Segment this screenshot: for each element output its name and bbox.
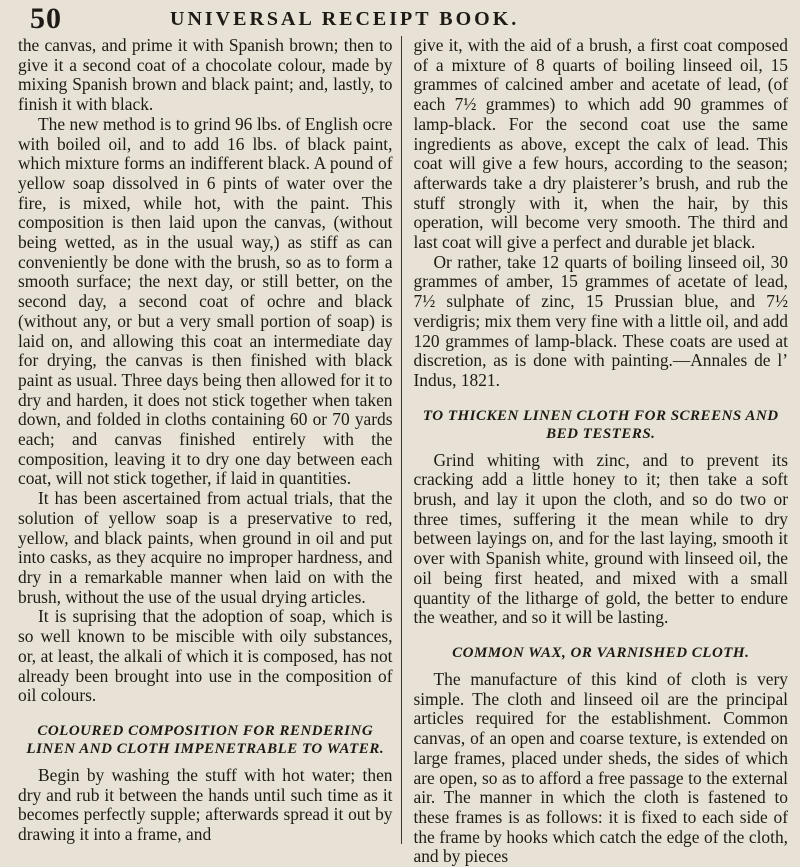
paragraph: It is suprising that the adoption of soap, which is so well known to be miscible with oily substances, or, at least, the alkali of which it is composed, has not already been brought into use in the composition of oil colours. xyxy=(18,606,393,706)
section-heading: COMMON WAX, OR VARNISHED CLOTH. xyxy=(452,644,750,661)
left-column xyxy=(18,36,402,844)
paragraph: Begin by washing the stuff with hot water; then dry and rub it between the hands until such time as it becomes perfectly supple; afterwards spread it out by drawing it into a frame, and xyxy=(18,764,393,845)
page-header xyxy=(18,2,788,36)
text-columns xyxy=(18,35,788,867)
paragraph: It has been ascertained from actual trials, that the solution of yellow soap is a preservative to red, yellow, and black paints, when ground in oil and put into casks, as they acquire no improper hardness, and dry in a remarkable manner when laid on with the brush, without the use of the usual drying articles. xyxy=(18,488,393,607)
running-head: UNIVERSAL RECEIPT BOOK. xyxy=(170,8,520,30)
section-heading: COLOURED COMPOSITION FOR RENDERING LINEN AND CLOTH IMPENETRABLE TO WATER. xyxy=(26,722,385,757)
paragraph: The new method is to grind 96 lbs. of English ocre with boiled oil, and to add 16 lbs. of black paint, which mixture forms an indifferent black. A pound of yellow soap dissolved in 6 pints of water over the fire, is mixed, while hot, with the paint. This composition is then laid upon the canvas, (without being wetted, as in the usual way,) as stiff as can conveniently be done with the brush, so as to form a smooth surface; the next day, or still better, on the second day, a second coat of ochre and black (without any, or but a very small portion of soap) is laid on, and allowing this coat an intermediate day for drying, the canvas is then finished with black paint as usual. Three days being then allowed for it to dry and harden, it does not stick together when taken down, and folded in cloths containing 60 or 70 yards each; and canvas finished entirely with the composition, leaving it to dry one day between each coat, will not stick together, if laid in quantities. xyxy=(18,113,393,489)
page-number: 50 xyxy=(30,2,62,35)
paragraph: give it, with the aid of a brush, a first coat composed of a mixture of 8 quarts of boiling linseed oil, 15 grammes of calcined amber and acetate of lead, (of each 7½ grammes) to which add 90 grammes of lamp-black. For the second coat use the same ingredients as above, except the calx of lead. This coat will give a few hours, according to the season; afterwards take a dry plaisterer’s brush, and rub the stuff strongly with it, when the hair, by this operation, will become very smooth. The third and last coat will give a perfect and durable jet black. xyxy=(413,35,788,253)
paragraph: the canvas, and prime it with Spanish brown; then to give it a second coat of a chocolate colour, made by mixing Spanish brown and black paint; and, lastly, to finish it with black. xyxy=(18,35,393,115)
right-column xyxy=(413,35,789,867)
paragraph: Grind whiting with zinc, and to prevent its cracking add a little honey to it; then take a soft brush, and lay it upon the cloth, and so do two or three times, suffering it the mean while to dry between layings on, and for the last laying, smooth it over with Spanish white, ground with linseed oil, the oil being first heated, and mixed with a small quantity of the litharge of gold, the better to endure the weather, and so it will be lasting. xyxy=(413,449,788,628)
section-heading: TO THICKEN LINEN CLOTH FOR SCREENS AND BED TESTERS. xyxy=(422,407,779,442)
paragraph: Or rather, take 12 quarts of boiling linseed oil, 30 grammes of amber, 15 grammes of acetate of lead, 7½ sulphate of zinc, 15 Prussian blue, and 7½ verdigris; mix them very fine with a little oil, and add 120 grammes of lamp-black. These coats are used at discretion, as is done with painting.—Annales de l’ Indus, 1821. xyxy=(413,251,788,390)
paragraph: The manufacture of this kind of cloth is very simple. The cloth and linseed oil are the principal articles required for the establishment. Common canvas, of an open and coarse texture, is extended on large frames, placed under sheds, the sides of which are open, so as to afford a free passage to the external air. The manner in which the cloth is fastened to these frames is as follows: it is fixed to each side of the frame by hooks which catch the edge of the cloth, and by pieces xyxy=(413,668,788,867)
